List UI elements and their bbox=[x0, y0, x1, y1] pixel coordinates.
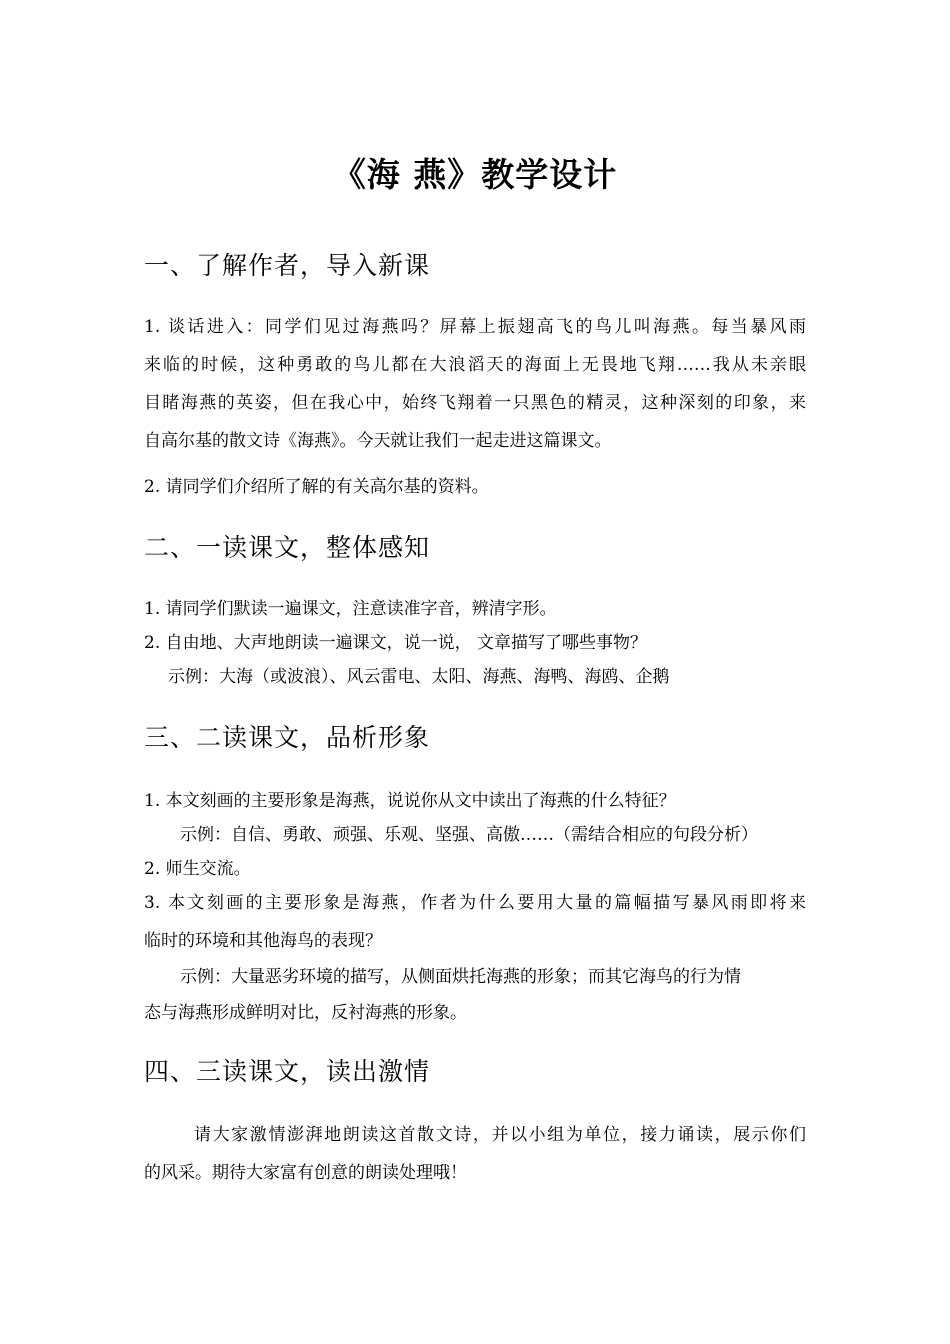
document-title: 《海 燕》教学设计 bbox=[332, 155, 618, 194]
section-3-line-1: 1. 本文刻画的主要形象是海燕，说说你从文中读出了海燕的什么特征？ bbox=[144, 791, 676, 811]
section-3-example-2: 示例：大量恶劣环境的描写，从侧面烘托海燕的形象；而其它海鸟的行为情 bbox=[180, 967, 741, 987]
section-1-line-5: 2. 请同学们介绍所了解的有关高尔基的资料。 bbox=[144, 477, 489, 497]
section-4-line-2: 的风采。期待大家富有创意的朗读处理哦！ bbox=[144, 1163, 467, 1183]
section-2-line-2: 2. 自由地、大声地朗读一遍课文，说一说， 文章描写了哪些事物？ bbox=[144, 633, 648, 653]
section-1-line-1: 1. 谈话进入：同学们见过海燕吗？屏幕上振翅高飞的鸟儿叫海燕。每当暴风雨 bbox=[144, 317, 806, 337]
section-2-heading: 二、一读课文，整体感知 bbox=[144, 533, 431, 562]
section-4-line-1: 请大家激情澎湃地朗读这首散文诗，并以小组为单位，接力诵读，展示你们 bbox=[194, 1125, 806, 1145]
section-1-line-2: 来临的时候，这种勇敢的鸟儿都在大浪滔天的海面上无畏地飞翔……我从未亲眼 bbox=[144, 355, 806, 375]
section-1-line-4: 自高尔基的散文诗《海燕》。今天就让我们一起走进这篇课文。 bbox=[144, 431, 612, 451]
section-3-line-3: 3. 本文刻画的主要形象是海燕，作者为什么要用大量的篇幅描写暴风雨即将来 bbox=[144, 893, 806, 913]
section-1-line-3: 目睹海燕的英姿，但在我心中，始终飞翔着一只黑色的精灵，这种深刻的印象，来 bbox=[144, 393, 806, 413]
section-3-example-2-cont: 态与海燕形成鲜明对比，反衬海燕的形象。 bbox=[144, 1003, 467, 1023]
section-1-heading: 一、了解作者，导入新课 bbox=[144, 251, 431, 280]
section-3-line-4: 临时的环境和其他海鸟的表现？ bbox=[144, 931, 382, 951]
section-3-line-2: 2. 师生交流。 bbox=[144, 859, 251, 879]
section-3-heading: 三、二读课文，品析形象 bbox=[144, 723, 431, 752]
section-2-example: 示例：大海（或波浪）、风云雷电、太阳、海燕、海鸭、海鸥、企鹅 bbox=[168, 667, 670, 687]
section-3-example-1: 示例：自信、勇敢、顽强、乐观、坚强、高傲……（需结合相应的句段分析） bbox=[180, 825, 758, 845]
section-4-heading: 四、三读课文，读出激情 bbox=[144, 1057, 431, 1086]
section-2-line-1: 1. 请同学们默读一遍课文，注意读准字音，辨清字形。 bbox=[144, 599, 557, 619]
